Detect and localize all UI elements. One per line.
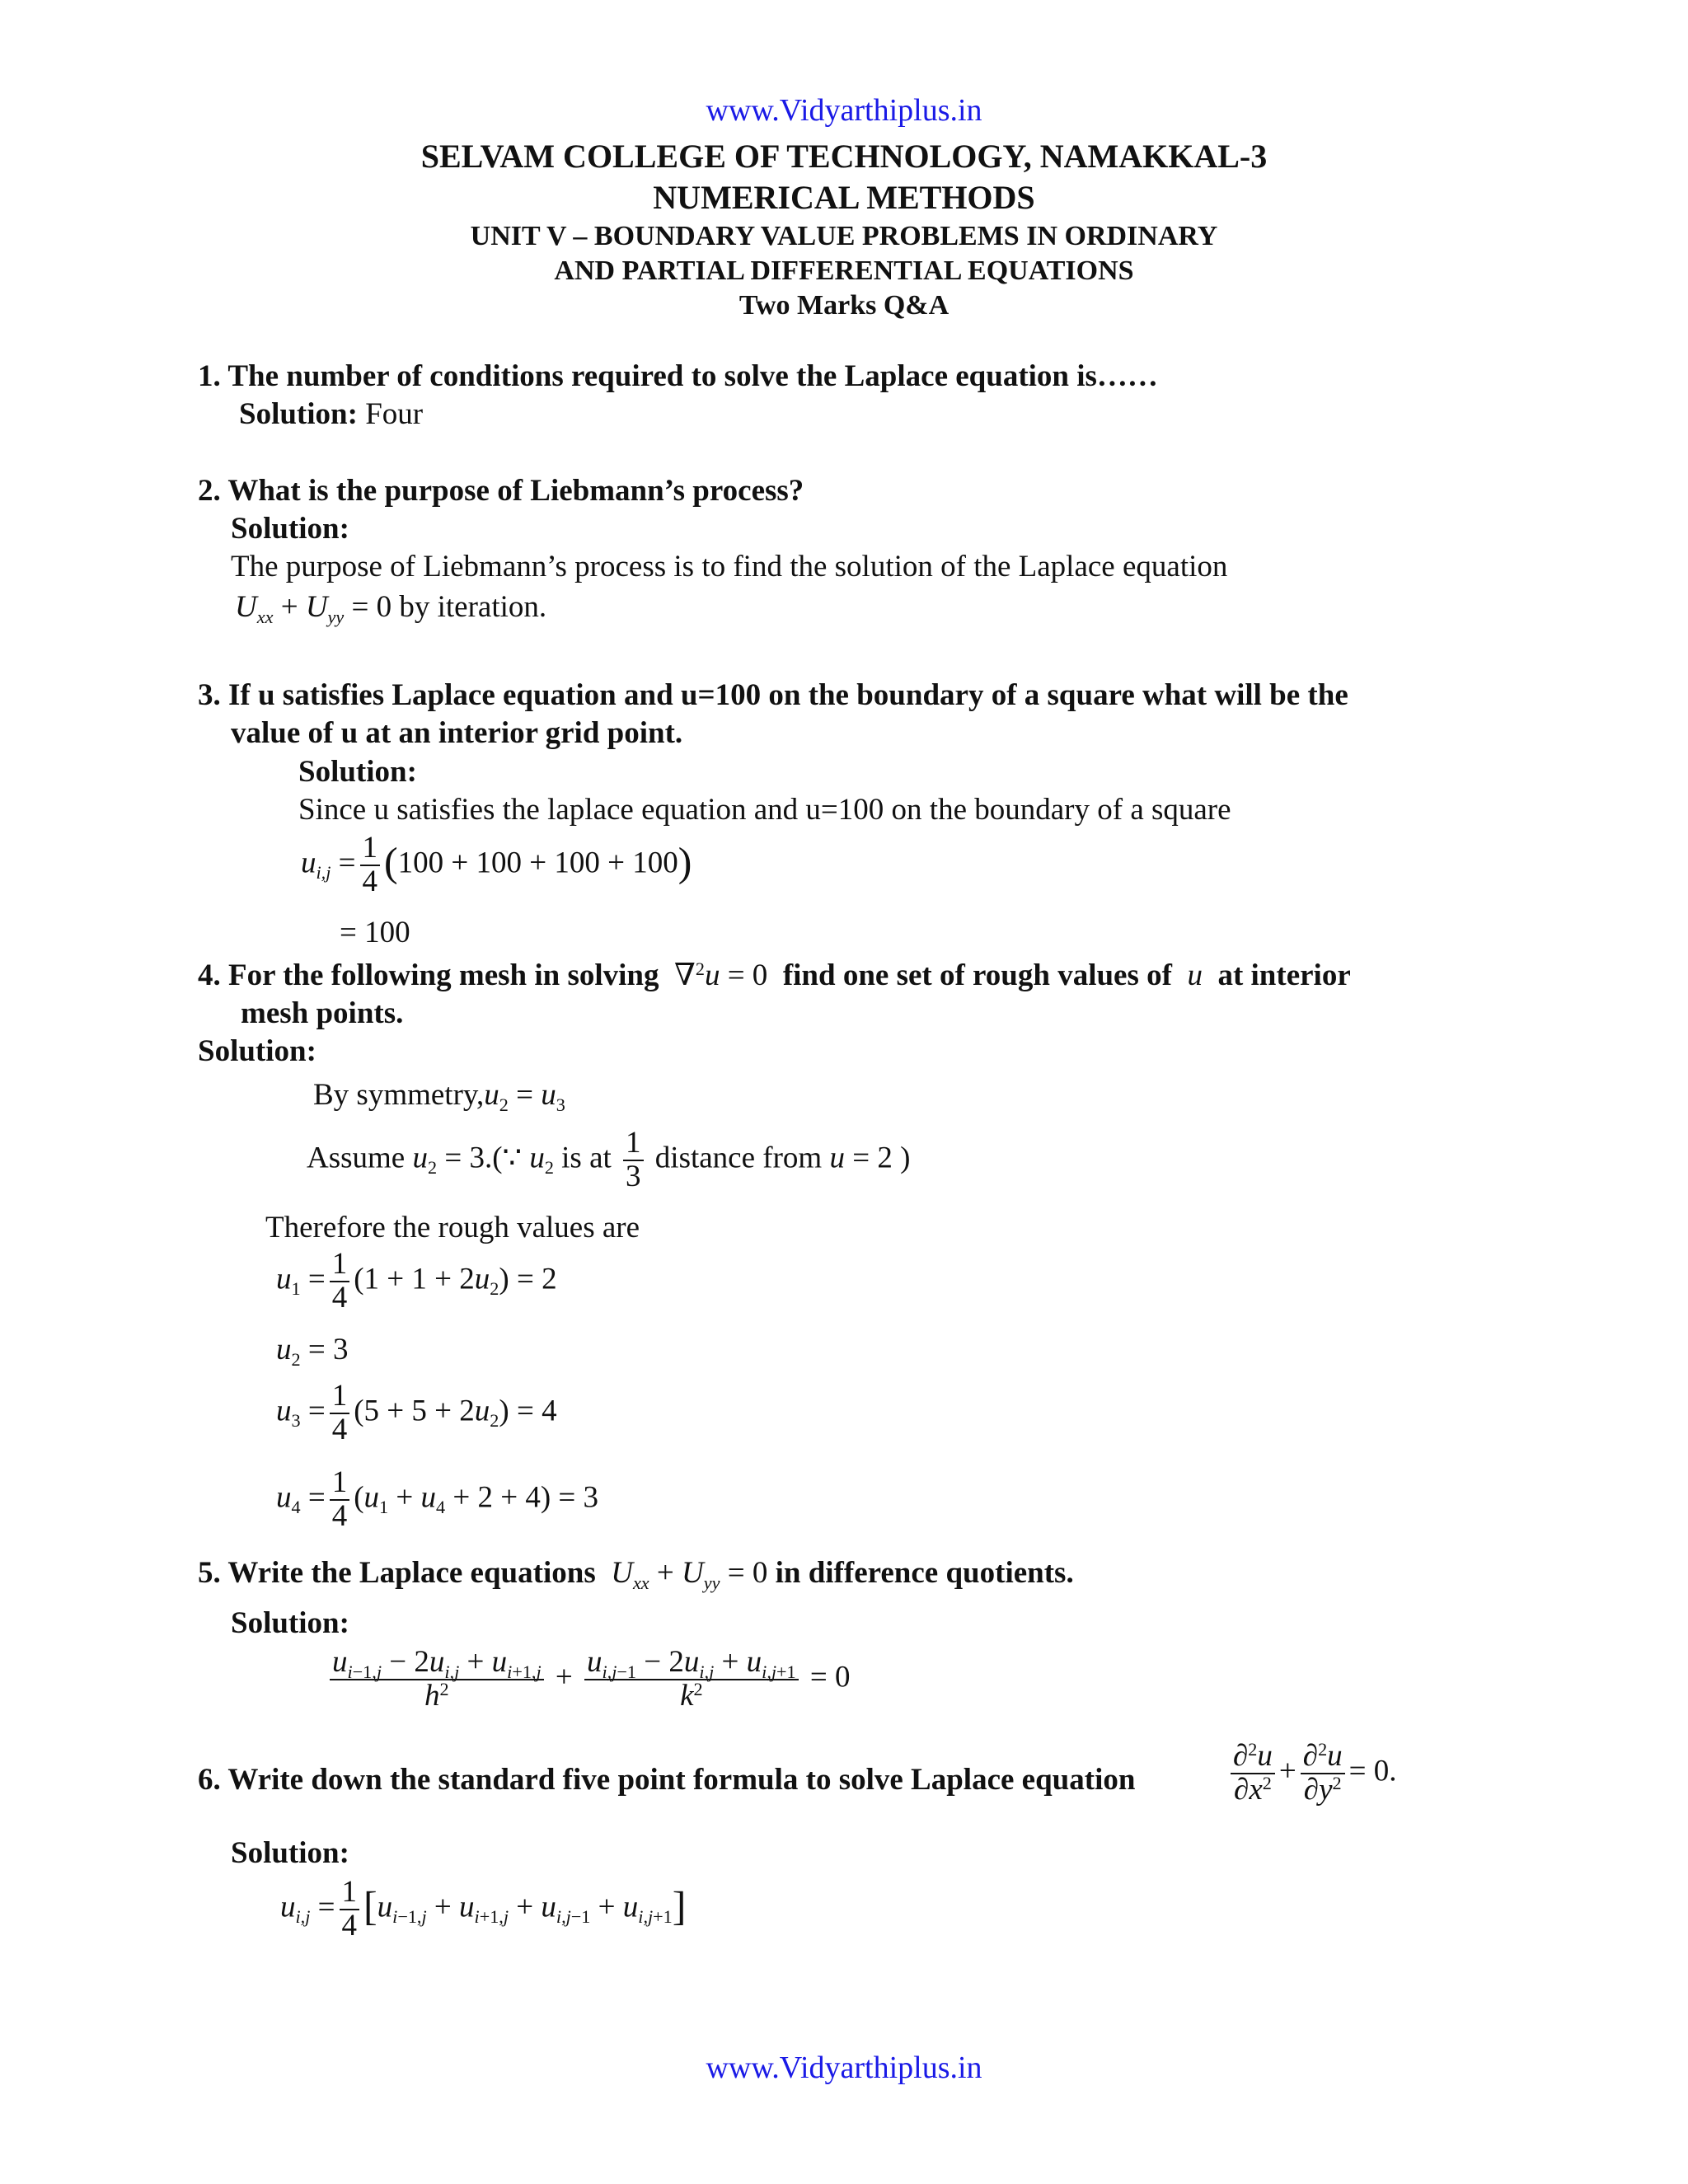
q5-question-part2: in difference quotients. xyxy=(775,1556,1074,1590)
unit-title-line2: AND PARTIAL DIFFERENTIAL EQUATIONS xyxy=(554,255,1134,286)
solution-label: Solution: xyxy=(198,1034,316,1068)
footer-url[interactable]: www.Vidyarthiplus.in xyxy=(706,2050,982,2085)
q4-question-part2: find one set of rough values of xyxy=(782,958,1172,992)
subject-title: NUMERICAL METHODS xyxy=(653,179,1035,216)
solution-label: Solution: xyxy=(298,755,417,789)
q2-by-iteration: by iteration. xyxy=(399,590,547,624)
solution-label: Solution: xyxy=(231,512,349,546)
q4-u4-equation: $u_4$ = $\frac{1}{4}$ $(u_1 + u_4 + 2 + 4) = 3$ xyxy=(276,1465,599,1533)
q5-question-part1: 5. Write the Laplace equations xyxy=(198,1556,596,1590)
page-subtitle: Two Marks Q&A xyxy=(738,290,950,321)
q2-question: 2. What is the purpose of Liebmann’s process? xyxy=(198,474,804,508)
q4-assume-label: Assume xyxy=(307,1141,406,1175)
q3-question-line1: 3. If u satisfies Laplace equation and u=100 on the boundary of a square what will be the xyxy=(198,678,1348,712)
q6-question xyxy=(198,1762,1135,1798)
q4-distance-from: distance from xyxy=(654,1141,823,1175)
q5-difference-quotient: $\frac{u_{i-1,j} - 2u_{i,j} + u_{i+1,j}}{h^2}$ + $\frac{u_{i,j-1} - 2u_{i,j} + u_{i,j+1}}{k^2}$ = 0 xyxy=(326,1647,851,1713)
q2-text: The purpose of Liebmann’s process is to find the solution of the Laplace equation xyxy=(231,550,1228,583)
solution-label: Solution: xyxy=(239,397,358,431)
q4-u1-equation: $u_1$ = $\frac{1}{4}$ $(1 + 1 + 2u_2) = 2$ xyxy=(276,1247,557,1315)
q1-answer: Four xyxy=(365,397,424,431)
q4-laplacian: ∇$^2$u = 0 xyxy=(666,958,776,992)
q6-laplace-equation: $\frac{\partial^2u}{\partial x^2}$ + $\frac{\partial^2u}{\partial y^2}$ = 0. xyxy=(1226,1741,1397,1807)
solution-label: Solution: xyxy=(231,1606,349,1640)
q4-is-at: is at xyxy=(561,1141,612,1175)
q4-question-part1: 4. For the following mesh in solving xyxy=(198,958,659,992)
q2-equation-line xyxy=(235,589,546,626)
q3-question-line2: value of u at an interior grid point. xyxy=(231,716,683,750)
q3-text: Since u satisfies the laplace equation and u=100 on the boundary of a square xyxy=(298,793,1231,827)
unit-title-line1: UNIT V – BOUNDARY VALUE PROBLEMS IN ORDINARY xyxy=(470,221,1218,251)
q4-therefore: Therefore the rough values are xyxy=(265,1211,640,1244)
header-url[interactable]: www.Vidyarthiplus.in xyxy=(706,93,982,128)
q4-assume: Assume $u_2$ = 3.(∵ $u_2$ is at $\frac{1}{3}$ distance from u = 2 ) xyxy=(307,1126,911,1193)
q5-question xyxy=(198,1555,1074,1591)
q6-five-point-formula: $u_{i,j}$ = $\frac{1}{4}$ $[u_{i-1,j} + u_{i+1,j} + u_{i,j-1} + u_{i,j+1}]$ xyxy=(280,1875,687,1943)
q3-equation: $u_{i,j}$ = $\frac{1}{4}$ (100 + 100 + 100 + 100) xyxy=(301,831,692,898)
q5-laplace-equation: $U_{xx} + U_{yy} = 0$ xyxy=(611,1556,768,1593)
college-name: SELVAM COLLEGE OF TECHNOLOGY, NAMAKKAL-3 xyxy=(420,138,1268,175)
q1-question: 1. The number of conditions required to solve the Laplace equation is…… xyxy=(198,359,1158,393)
q3-result: = 100 xyxy=(340,916,410,949)
q4-question-line1 xyxy=(198,958,1351,994)
q4-question-part3: at interior xyxy=(1217,958,1351,992)
q4-u-symbol: u xyxy=(1187,958,1203,992)
q4-question-line2: mesh points. xyxy=(241,996,404,1030)
laplace-equation: $U_{xx} + U_{yy} = 0$ xyxy=(235,590,392,627)
q4-symmetry-label: By symmetry, xyxy=(313,1078,485,1112)
q4-symmetry: By $symmetry,u_2 = u_3$ xyxy=(313,1078,565,1115)
q6-question-text: 6. Write down the standard five point formula to solve Laplace equation xyxy=(198,1763,1136,1797)
q4-u2-equation: $u_2 = 3$ xyxy=(276,1333,349,1370)
q4-u3-equation: $u_3$ = $\frac{1}{4}$ $(5 + 5 + 2u_2) = 4$ xyxy=(276,1379,557,1446)
q1-solution xyxy=(239,396,423,433)
solution-label: Solution: xyxy=(231,1836,349,1870)
